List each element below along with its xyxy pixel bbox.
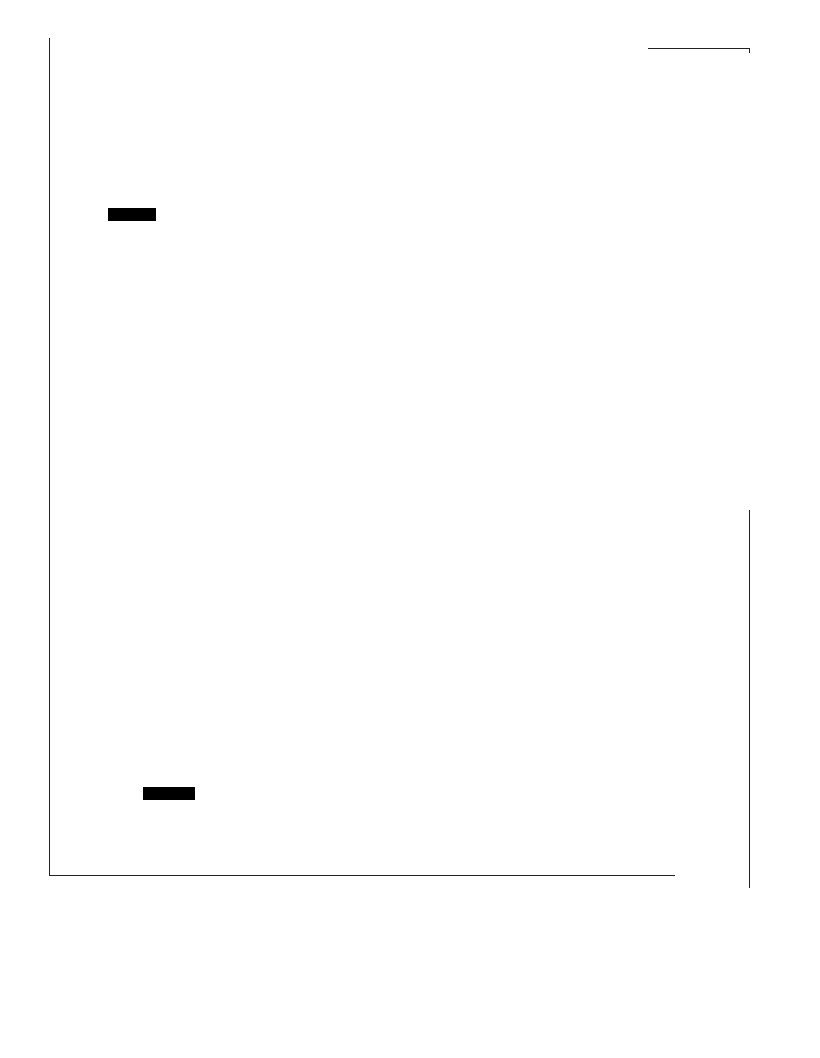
scan-border-top-tick	[749, 48, 750, 53]
redaction-bar	[143, 787, 195, 800]
scan-border-right	[749, 510, 750, 888]
scan-border-left	[49, 38, 50, 876]
redaction-bar	[108, 208, 156, 221]
scan-border-top	[648, 48, 750, 49]
caption-block	[108, 208, 156, 223]
scan-border-bottom	[49, 875, 675, 876]
court-header	[89, 121, 145, 136]
p137-first-line	[137, 787, 712, 800]
